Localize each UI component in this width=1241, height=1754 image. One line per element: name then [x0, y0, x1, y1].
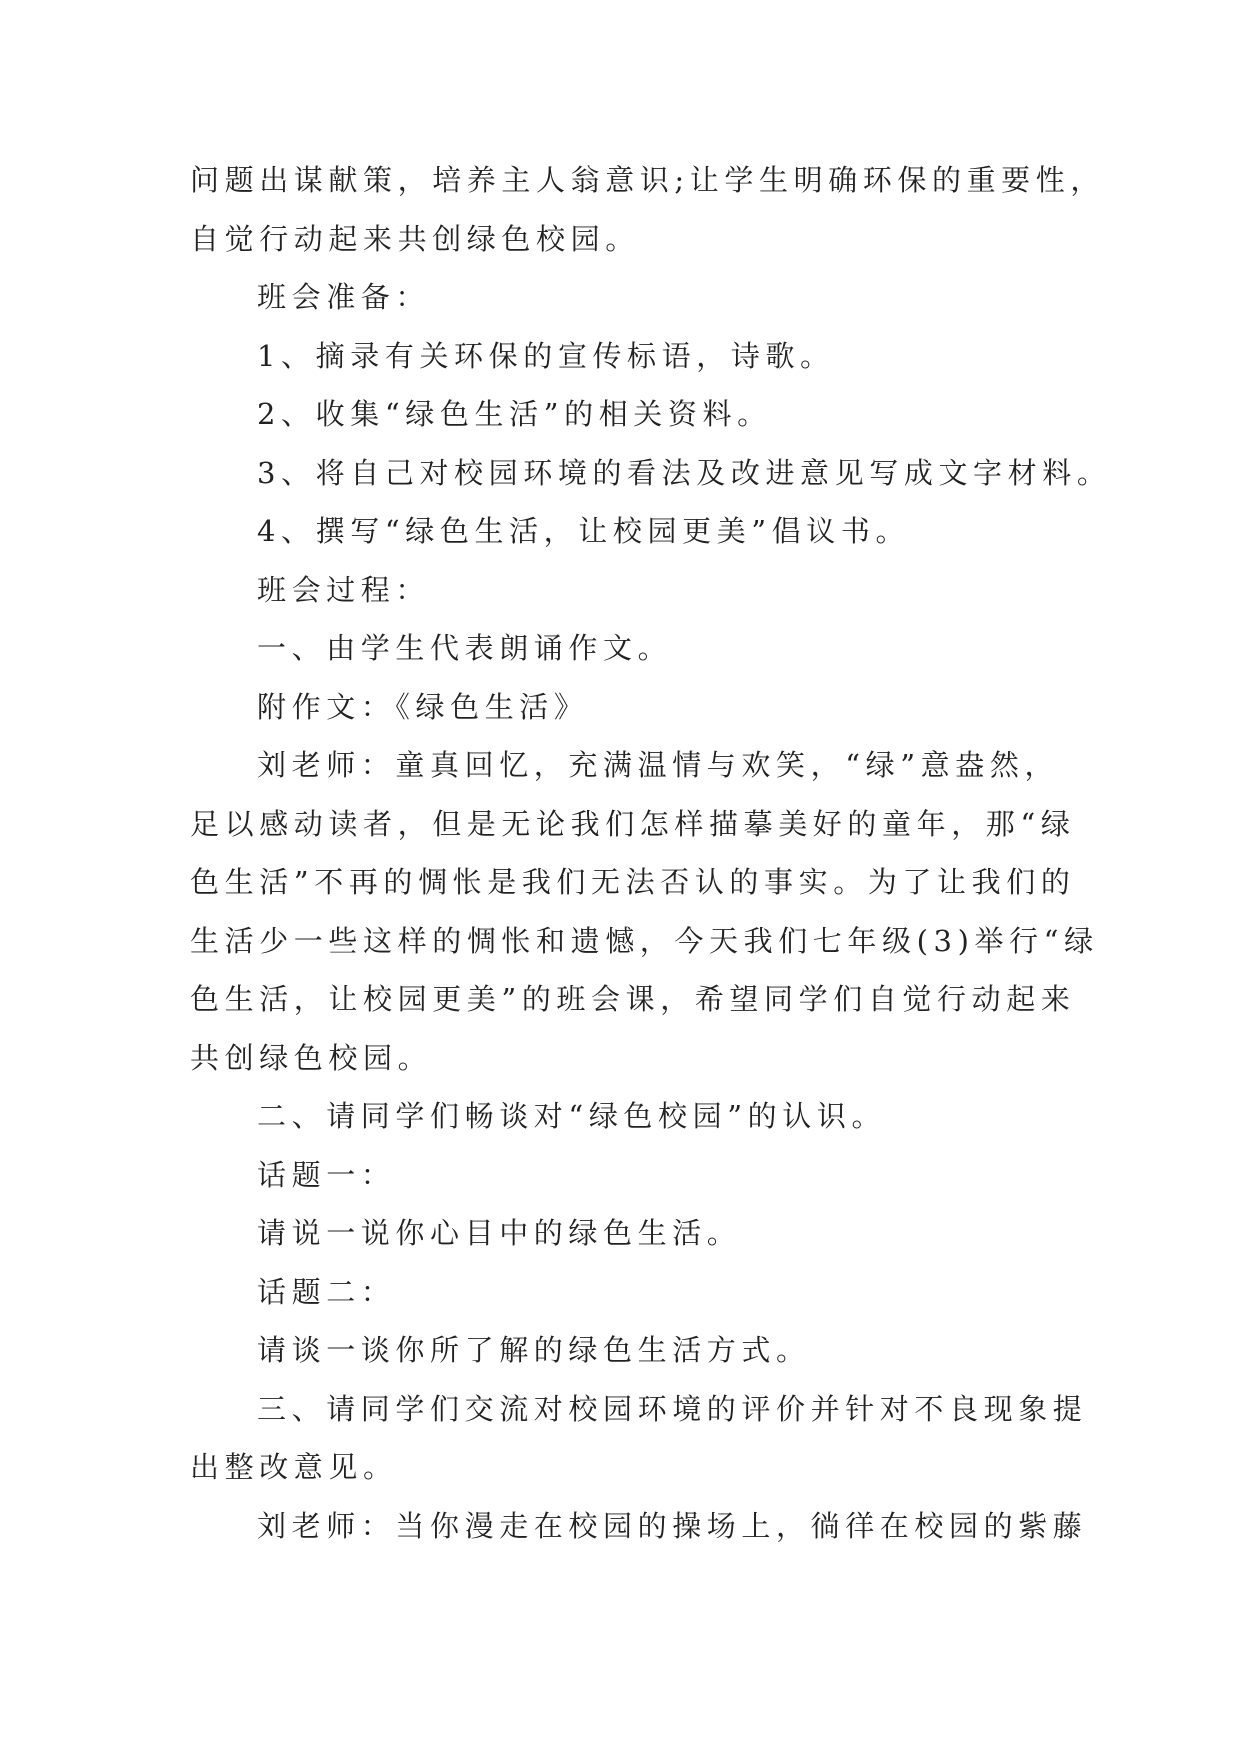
- text-line: 生活少一些这样的惆怅和遗憾，今天我们七年级(3)举行“绿: [190, 923, 1099, 958]
- topic-heading: 话题二：: [257, 1274, 396, 1309]
- text-line: 自觉行动起来共创绿色校园。: [190, 221, 640, 256]
- text-line: 附作文：《绿色生活》: [257, 689, 589, 724]
- text-line: 出整改意见。: [190, 1450, 398, 1484]
- list-item: 4、撰写“绿色生活，让校园更美”倡议书。: [257, 514, 911, 548]
- section-heading: 班会准备：: [257, 280, 431, 314]
- text-line: 二、请同学们畅谈对“绿色校园”的认识。: [257, 1099, 887, 1133]
- text-line: 色生活”不再的惆怅是我们无法否认的事实。为了让我们的: [190, 865, 1076, 899]
- text-line: 请谈一谈你所了解的绿色生活方式。: [257, 1333, 811, 1367]
- text-line: 足以感动读者，但是无论我们怎样描摹美好的童年，那“绿: [190, 806, 1076, 841]
- text-line: 共创绿色校园。: [190, 1040, 433, 1075]
- text-line: 色生活，让校园更美”的班会课，希望同学们自觉行动起来: [190, 982, 1076, 1016]
- topic-heading: 话题一：: [257, 1157, 396, 1192]
- text-line: 三、请同学们交流对校园环境的评价并针对不良现象提: [257, 1391, 1088, 1426]
- text-line: 刘老师：当你漫走在校园的操场上，徜徉在校园的紫藤: [257, 1508, 1088, 1543]
- text-line: 刘老师：童真回忆，充满温情与欢笑，“绿”意盎然，: [257, 748, 1060, 782]
- text-line: 问题出谋献策，培养主人翁意识;让学生明确环保的重要性，: [190, 163, 1105, 197]
- list-item: 1、摘录有关环保的宣传标语，诗歌。: [257, 338, 835, 373]
- document-body: [190, 160, 1112, 1564]
- list-item: 3、将自己对校园环境的看法及改进意见写成文字材料。: [257, 455, 1112, 490]
- section-heading: 班会过程：: [257, 572, 431, 607]
- list-item: 2、收集“绿色生活”的相关资料。: [257, 397, 772, 431]
- text-line: 一、由学生代表朗诵作文。: [257, 631, 673, 665]
- text-line: 请说一说你心目中的绿色生活。: [257, 1216, 742, 1250]
